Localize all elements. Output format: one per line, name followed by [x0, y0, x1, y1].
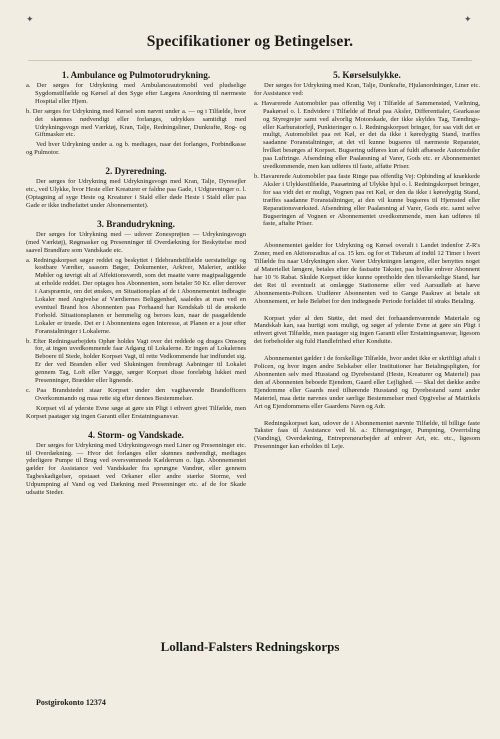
section-paragraph: Der sørges for Udrykning med Udrykningsvogn med Kran, Talje, Dyresejler etc., ved Ulykke, hvor Heste eller Kreaturer er faldne paa Gade, i Udgravninger o. l. (Optagning af syge Heste og Kreaturer i Stald eller døde Heste i Stald eller paa Gade er ikke indbefattet under Abonnementet).: [26, 178, 246, 209]
section-heading: 5. Kørselsulykke.: [333, 70, 401, 80]
postgiro-account: Postgirokonto 12374: [36, 698, 106, 707]
terms-paragraph: Abonnementet gælder for Udrykning og Kørsel overalt i Landet indenfor Z-R's Zoner, med en Aktionsradius af ca. 15 km. og for et Tidsrum af indtil 12 Timer i hvert Tilfælde fra naar Udrykningen sker. Varer Udrykningen længere, eller benyttes noget af Materiellet længere, betales efter de fastsatte Takster, paa hvilke enhver Abonnent har 10 % Rabat. Skulde Korpset ikke kunne opretholde den tilsvarskelige Stand, har det Ret til eventuelt at omlægge Stationerne eller ved Aarsudløb at hæve Abonnements-Policen. Uudfører Abonnenten ved to Gange Paakrav at betale sit Abonnement, er hele Beløbet for den indtegnede Periode forfaldet til straks Betaling.: [254, 242, 480, 305]
section-brandudrykning: [26, 219, 246, 421]
left-column: [26, 70, 246, 499]
right-column: [254, 70, 480, 453]
section-storm-vandskade: [26, 430, 246, 497]
title-divider: [28, 60, 472, 61]
section-item: b. Efter Redningsarbejdets Ophør holdes Vagt over det reddede og drages Omsorg for, at ingen uvedkommende faar Adgang til Lokalerne. Er ingen af Lokalernes Beboere til Stede, holder Korpset Vagt, til rette Vedkommende har indfundet sig. Er der ved Branden eller ved Slukningen frembragt Aabninger til Lokalet gennem Tag, Loft eller Vægge, sørger Korpset disse foreløbig lukket med Presenninger, Brædder eller lignende.: [26, 337, 246, 385]
terms-paragraph: Abonnementet gælder i de forskellige Tilfælde, hvor andet ikke er skriftligt aftalt i Policen, og hvor ingen andre Selskaber eller Institutioner har Betalingspligten, for Abonnenten selv med Husstand og Dyrebestand (Heste, Kreaturer og Materiel) paa den af Abonnenten beboede Ejendom, Gaard eller Lejlighed. — Skal det dække andre Ejendomme eller Gaards med tilhørende Husstand og Dyrebestand samt ander Materiel, maa dette nævnes under særlige Bestemmelser med Opgivelse af Matrikels Art og Ejendommens eller Gaardens Navn og Adr.: [254, 355, 480, 410]
section-paragraph: Der sørges for Udrykning med Udrykningsvogn med Liner og Presenninger etc. til Overdækning. — Hvor det forlanges eller skønnes nødvendigt, medtages yderligere Pumpe til Brug ved oversvømmede Kælderrum o. lign. Abonnementet gælder for Assistance ved Vandskader fra sprungne Vandrør, eller gennem Tagbeskadigelser, opstaaet ved Orkaner eller andre stærke Storme, ved Udpumpning af Vand og ved Dækning med Presenninger etc. af de for Skade udsatte Steder.: [26, 441, 246, 497]
corner-mark-icon: ✦: [464, 14, 472, 24]
terms-paragraph: Korpset yder al den Støtte, det med det forhaandenværende Materiale og Mandskab kan, saa hurtigt som muligt, og søger af yderste Evne at gøre sin Pligt i ethvert givet Tilfælde, men paatager sig ingen Garanti eller Erstatningsansvar, ligesom det forbeholder sig fuld Handlefrihed efter Konduite.: [254, 314, 480, 346]
section-paragraph: Ved hver Udrykning under a. og b. medtages, naar det forlanges, Forbindkasse og Pulmotor.: [26, 141, 246, 157]
organization-name: Lolland-Falsters Redningskorps: [160, 639, 340, 654]
document-title: Specifikationer og Betingelser.: [146, 33, 354, 50]
section-item: a. Havarerede Automobiler paa offentlig Vej i Tilfælde af Sammenstød, Væltning, Paakørsel o. l. Endvidere i Tilfælde af Brud paa Aksler, Differentialer, Gearkasse og Styregrejer samt ved alvorlig Motorskade, der ikke skyldes Tag, Tændings- eller Karburatorfejl, Punkteringer o. l. Redningskorpset bringer, for saa vidt det er muligt, Automobilet paa ret Køl, er det da ikke i køredygtig Stand, træffes saadanne Foranstaltninger, at det vil kunne bugseres til nærmeste Reparatør, hvilket besørges af Korpset. Bugsering udføres kun af fuldt afbæsede Automobiler paa Luftringe. Afsendning eller Paalæsning af Varer, Gods etc. er Abonnementet uvedkommende, men kan udføres til faste, affatte Priser.: [254, 99, 480, 171]
section-dyreredning: [26, 166, 246, 210]
section-ambulance: [26, 70, 246, 157]
section-item: b. Der sørges for Udrykning med Kørsel som nævnt under a. — og i Tilfælde, hvor det skønnes nødvendigt eller forlanges, udrykkes samtidigt med Udrykningsvogn med Værktøj, Kran, Talje, Redningsliner, Dunkrafte, Rog- og Giftmasker etc.: [26, 107, 246, 139]
section-korselsulykke: [254, 70, 480, 228]
section-paragraph: Der sørges for Udrykning med Kran, Talje, Dunkrafte, Hjulanordninger, Liner etc. for Assistance ved:: [254, 82, 480, 97]
section-heading: 3. Brandudrykning.: [97, 218, 175, 229]
section-heading: 2. Dyreredning.: [105, 166, 167, 177]
section-item: b. Havarerede Automobiler paa faste Ringe paa offentlig Vej: Opbinding af knækkede Aksler i Ulykkestilfælde, Paasætning af Ulykke hjul o. l. Redningskorpset bringer, for saa vidt det er muligt, Vognen paa ret Køl, er den da ikke i køredygtig Stand, træffes saadanne Foranstaltninger, at den vil kunne bugseres til Hjemsted eller Reparationsværksted. Afsendning eller Paalæsning af Varer, Gods etc. samt selve Bugseringen af Vognen er Abonnementet uvedkommende, men kan udføres til faste, aftalte Priser.: [254, 172, 480, 228]
section-heading: 4. Storm- og Vandskade.: [88, 429, 184, 440]
section-item: c. Paa Brandstedet staar Korpset under den vagthavende Brandofficers Overkommando og maa rette sig efter dennes Bestemmelser.: [26, 387, 246, 402]
terms-paragraph: Redningskorpset kan, udover de i Abonnementet nævnte Tilfælde, til billige faste Takster faas til Assistance ved bl. a.: Eftersøgninger, Pumpning, Overrisling (Vanding), Overdækning, Entreprenørarbejder af enhver Art, etc. etc., ligesom Presenninger kan erholdes til Leje.: [254, 419, 480, 451]
section-item: a. Redningskorpset søger reddet og beskyttet i Ildebrandstilfælde uerstattelige og kostbare Værdier, saasom Bøger, Dokumenter, Arkiver, Malerier, antikke Møbler og iøvrigt alt af Affektionsværdi, som det maatte være magtpaaliggende at erholde reddet. Der optages hos Abonnenten, som betaler 50 Kr. eller derover i Aarspræmie, om det ønskes, en Situationsplan af de i Abonnementet indbragte Lokaler med Angivelse af Værdiernes Beliggenhed, saaledes at man ved en eventuel Brand hos Abonnenten paa Forhaand har Kendskab til de ønskede Forhold. Situationsplanen er hemmelig og beroes kun, naar de paagældende Lokaler er truede. Det er i Abonnentens egen Interesse, at Planen er a jour efter Foranstaltninger i Lokalerne.: [26, 256, 246, 335]
corner-mark-icon: ✦: [26, 14, 34, 24]
section-paragraph: Korpset vil af yderste Evne søge at gøre sin Pligt i ethvert givet Tilfælde, men Korpset paatager sig ingen Garanti eller Erstatningsansvar.: [26, 404, 246, 420]
section-paragraph: Der sørges for Udrykning med — udover Zonesprøjten — Udrykningsvogn (med Værktøj), Røgmasker og Presenninger til Overdækning for Beskyttelse mod saavel Brandfare som Vandskade etc.: [26, 230, 246, 254]
section-item: a. Der sørges for Udrykning med Ambulanceautomobil ved pludselige Sygdomstilfælde og Kørsel af den Syge efter Lægens Anordning til nærmeste Hospital eller Hjem.: [26, 82, 246, 105]
section-heading: 1. Ambulance og Pulmotorudrykning.: [61, 70, 211, 80]
